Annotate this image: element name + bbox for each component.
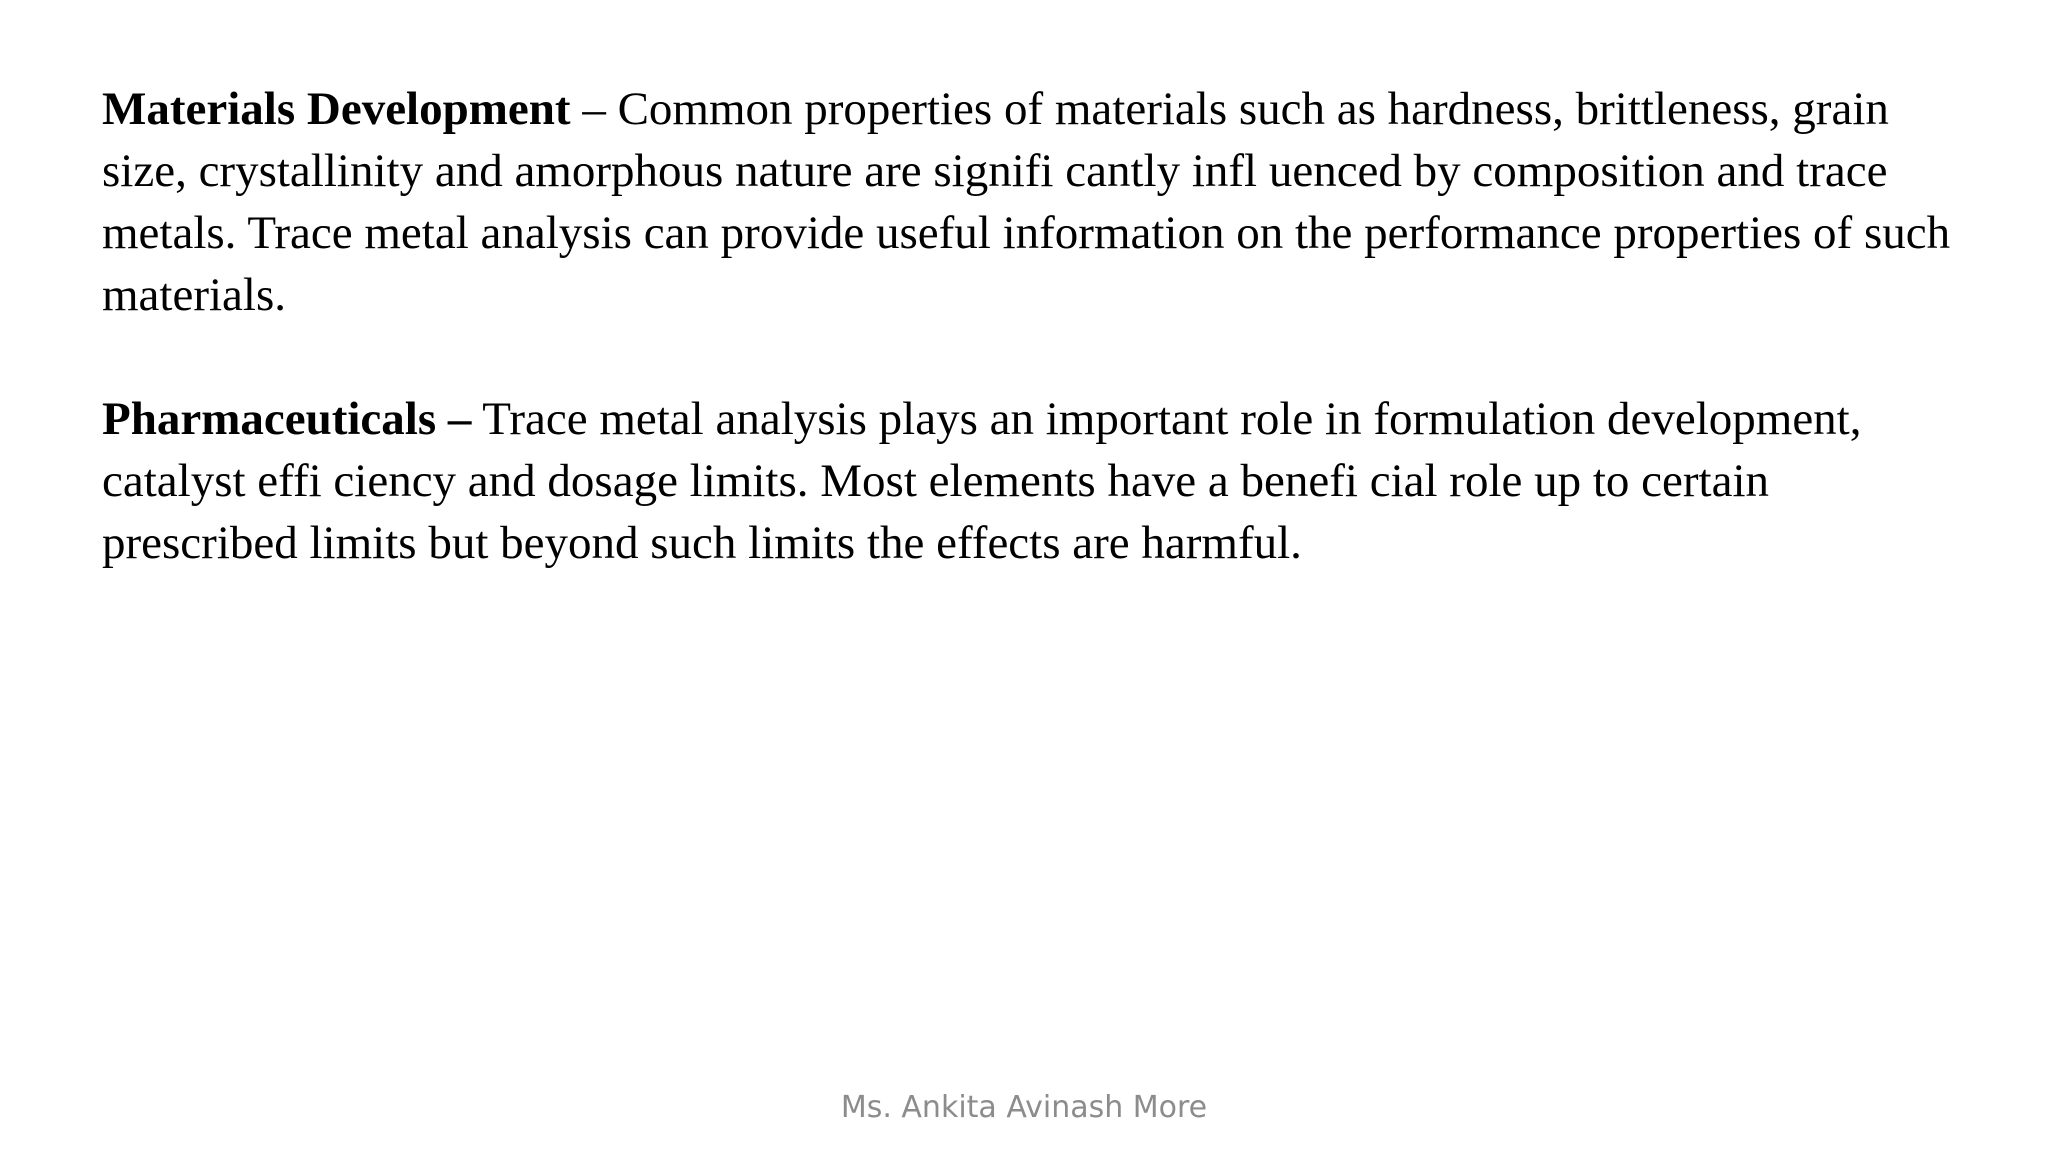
slide-body xyxy=(102,78,1962,574)
text-pharmaceuticals: Trace metal analysis plays an important role in formulation development, catalyst effi ciency and dosage limits. Most elements have a benefi cial role up to certain prescribed limits but beyond such limits the effects are harmful. xyxy=(102,393,1862,569)
term-materials-development: Materials Development xyxy=(102,83,571,135)
paragraph-materials-development xyxy=(102,78,1962,326)
text-materials-development: – Common properties of materials such as hardness, brittleness, grain size, crystallinity and amorphous nature are signifi cantly infl uenced by composition and trace metals. Trace metal analysis can provide useful information on the performance properties of such materials. xyxy=(102,83,1951,321)
term-pharmaceuticals: Pharmaceuticals – xyxy=(102,393,472,445)
paragraph-pharmaceuticals xyxy=(102,388,1962,574)
footer-author: Ms. Ankita Avinash More xyxy=(840,1090,1208,1125)
